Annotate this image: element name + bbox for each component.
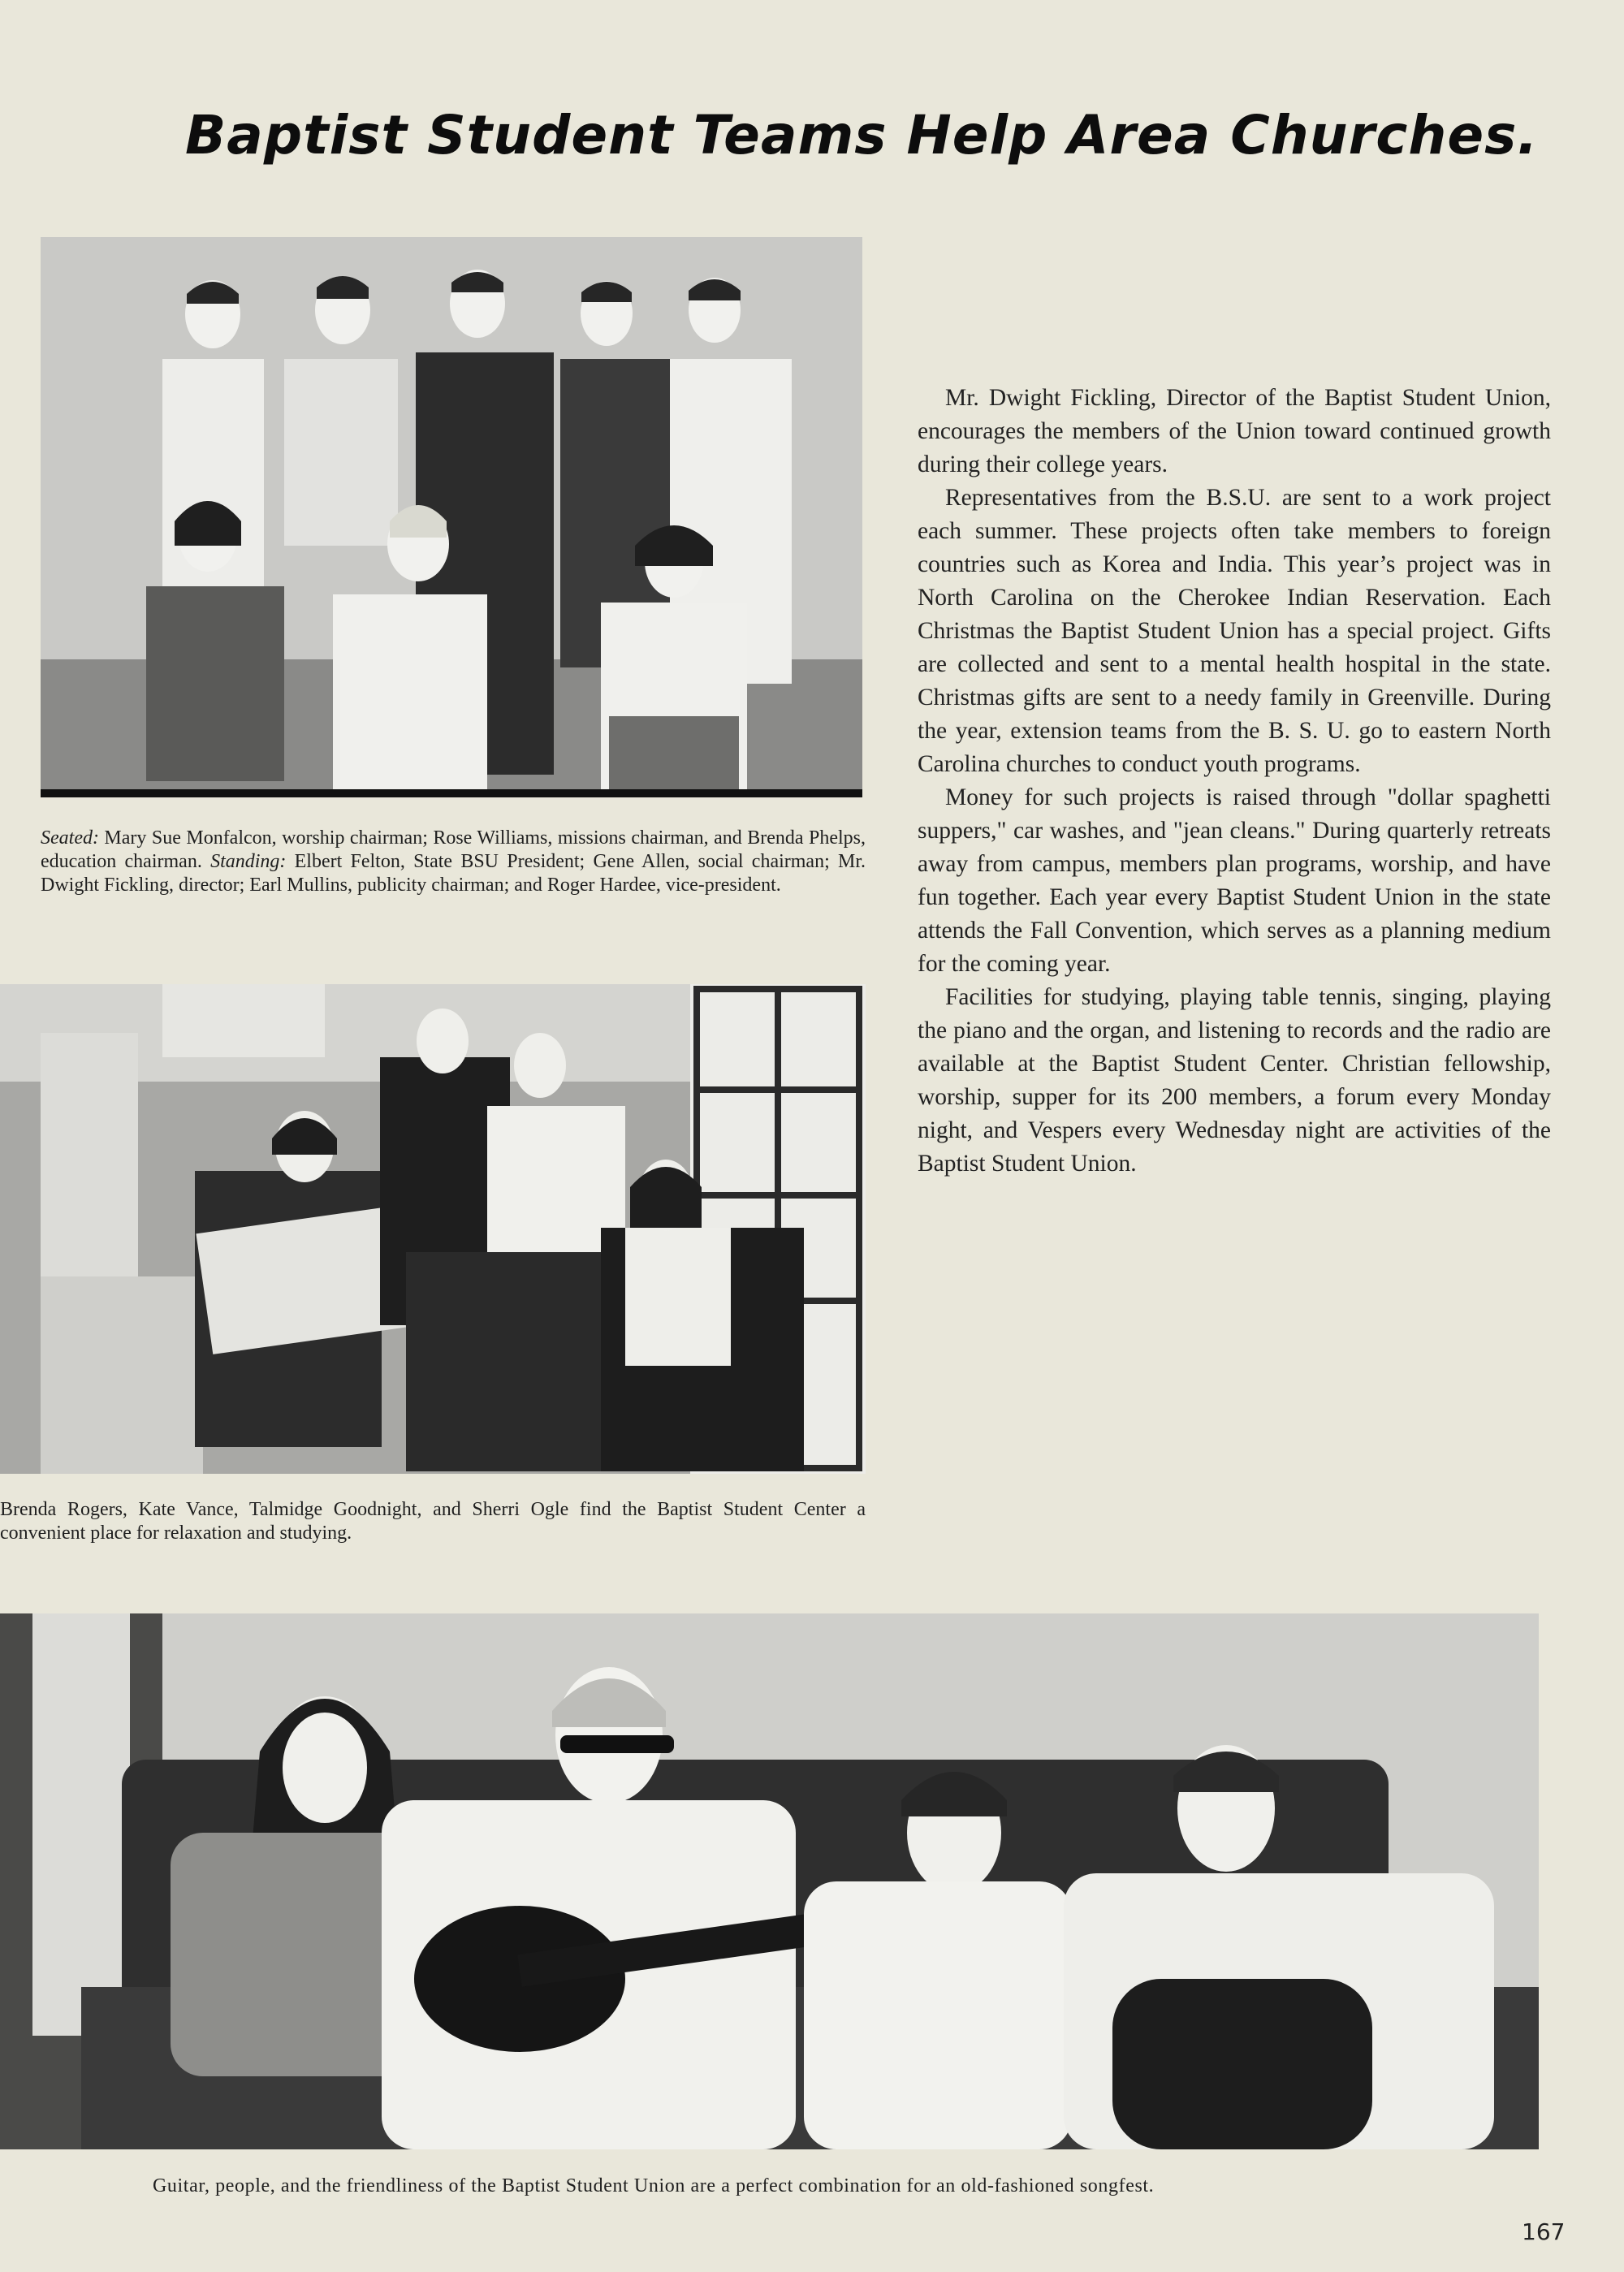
page-title: Baptist Student Teams Help Area Churches. [185,104,1539,166]
lounge-caption-text: Brenda Rogers, Kate Vance, Talmidge Goodnight, and Sherri Ogle find the Baptist Student Center a convenient place for relaxation and studying. [0,1499,866,1544]
lounge-photo [0,984,866,1474]
article-paragraph: Money for such projects is raised through "dollar spaghetti suppers," car washes, and "jean cleans." During quarterly retreats away from campus, members plan programs, worship, and have fun together. Each year every Baptist Student Union in the state attends the Fall Convention, which serves as a planning medium for the coming year. [918,784,1551,977]
article-paragraph: Representatives from the B.S.U. are sent to a work project each summer. These projects often take members to foreign countries such as Korea and India. This year’s project was in North Carolina on the Cherokee Indian Reservation. Each Christmas the Baptist Student Union has a special project. Gifts are collected and sent to a mental health hospital in the state. Christmas gifts are sent to a needy family in Greenville. During the year, extension teams from the B. S. U. go to eastern North Carolina churches to conduct youth programs. [918,485,1551,777]
caption-standing-label: Standing: [210,851,287,872]
caption-standing-text: Elbert Felton, State BSU President; Gene Allen, social chairman; Mr. Dwight Fickling, director; Earl Mullins, publicity chairman; and Roger Hardee, vice-president. [41,851,866,896]
article-body [918,382,1551,1181]
officers-photo [41,237,862,797]
songfest-photo [0,1613,1539,2149]
article-paragraph: Mr. Dwight Fickling, Director of the Baptist Student Union, encourages the members of the Union toward continued growth during their college years. [918,385,1551,477]
caption-seated-label: Seated: [41,827,99,849]
songfest-caption-text: Guitar, people, and the friendliness of the Baptist Student Union are a perfect combination for an old-fashioned songfest. [153,2175,1155,2196]
page-number: 167 [1522,2218,1566,2245]
caption-seated-text: Mary Sue Monfalcon, worship chairman; Rose Williams, missions chairman, and Brenda Phelps, education chairman. [41,827,866,872]
lounge-caption [0,1498,866,1545]
officers-caption [41,827,866,897]
songfest-caption [153,2175,1533,2198]
article-paragraph: Facilities for studying, playing table tennis, singing, playing the piano and the organ, and listening to records and the radio are available at the Baptist Student Center. Christian fellowship, worship, supper for its 200 members, a forum every Monday night, and Vespers every Wednesday night are activities of the Baptist Student Union. [918,984,1551,1177]
